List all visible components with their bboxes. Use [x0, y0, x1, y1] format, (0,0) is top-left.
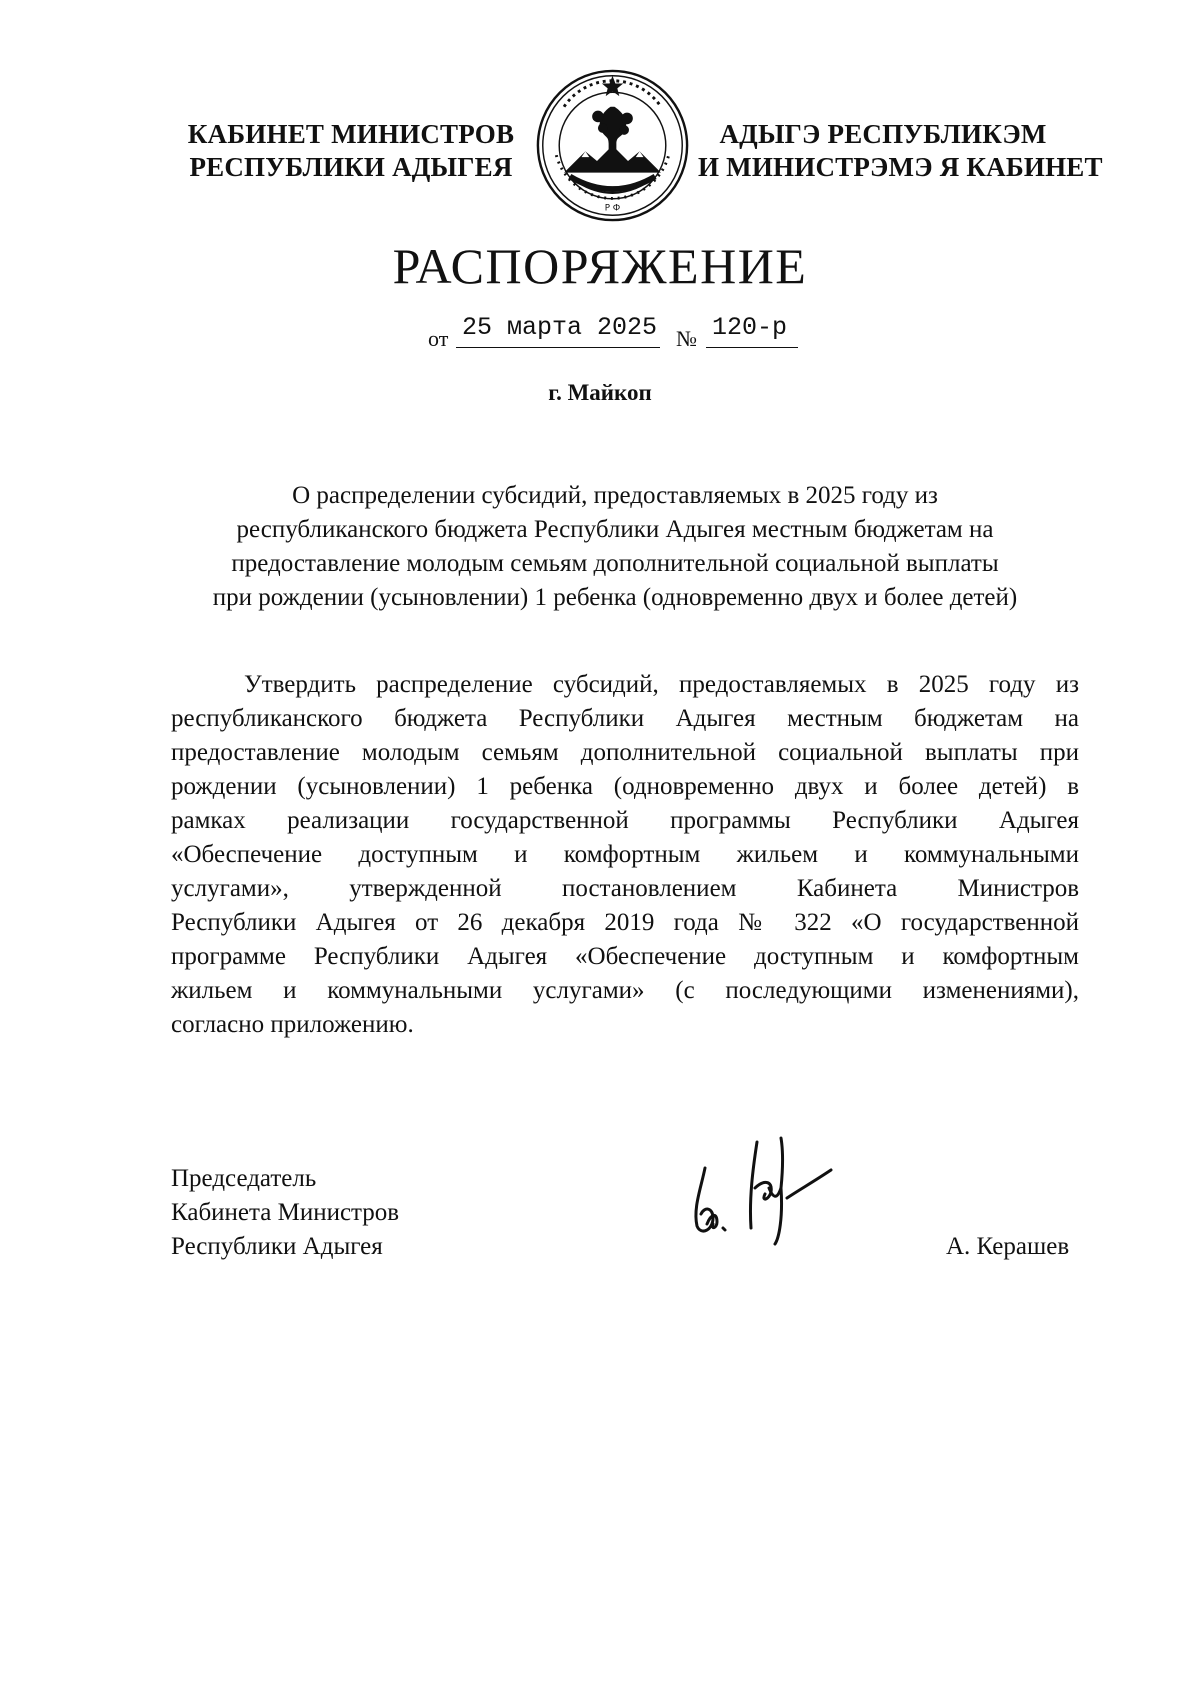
document-date: 25 марта 2025 — [456, 312, 660, 348]
body-line: Республики Адыгея от 26 декабря 2019 года № 322 «О государственной — [171, 909, 1079, 936]
body-line: республиканского бюджета Республики Адыгея местным бюджетам на — [171, 705, 1079, 732]
signatory-name: А. Керашев — [946, 1233, 1070, 1260]
issuer-adyghe-line-1: АДЫГЭ РЕСПУБЛИКЭМ — [719, 119, 1047, 149]
issuer-adyghe-line-2: И МИНИСТРЭМЭ Я КАБИНЕТ — [698, 152, 1103, 182]
handwritten-signature — [683, 1128, 843, 1246]
document-body — [171, 668, 1079, 1042]
issuer-name-russian — [186, 118, 516, 184]
position-line-1: Председатель — [171, 1165, 317, 1192]
issuer-line-2: РЕСПУБЛИКИ АДЫГЕЯ — [189, 152, 513, 182]
position-line-3: Республики Адыгея — [171, 1233, 383, 1260]
date-number-line — [428, 312, 848, 352]
subject-line: О распределении субсидий, предоставляемых в 2025 году из — [292, 482, 938, 509]
subject-line: предоставление молодым семьям дополнительной социальной выплаты — [231, 550, 999, 577]
city: г. Майкоп — [548, 380, 652, 405]
issuer-line-1: КАБИНЕТ МИНИСТРОВ — [187, 119, 515, 149]
date-label: от — [428, 326, 449, 351]
document-title: РАСПОРЯЖЕНИЕ — [392, 238, 808, 294]
body-line: Утвердить распределение субсидий, предоставляемых в 2025 году из — [244, 671, 1079, 698]
body-line: жильем и коммунальными услугами» (с последующими изменениями), — [171, 977, 1079, 1004]
body-line: программе Республики Адыгея «Обеспечение доступным и комфортным — [171, 943, 1079, 970]
body-line: рамках реализации государственной программы Республики Адыгея — [171, 807, 1079, 834]
svg-text:Р Ф: Р Ф — [604, 203, 621, 214]
subject-line: при рождении (усыновлении) 1 ребенка (одновременно двух и более детей) — [212, 584, 1018, 611]
document-number: 120-р — [706, 312, 798, 348]
body-line: услугами», утвержденной постановлением Кабинета Министров — [171, 875, 1079, 902]
signatory-position — [171, 1162, 399, 1264]
issuer-name-adyghe — [698, 118, 1103, 184]
body-line: предоставление молодым семьям дополнительной социальной выплаты при — [171, 739, 1079, 766]
number-label: № — [676, 326, 697, 351]
body-line: «Обеспечение доступным и комфортным жильем и коммунальными — [171, 841, 1079, 868]
position-line-2: Кабинета Министров — [171, 1199, 400, 1226]
document-subject — [160, 479, 1070, 615]
body-line: согласно приложению. — [171, 1011, 414, 1038]
subject-line: республиканского бюджета Республики Адыгея местным бюджетам на — [236, 516, 994, 543]
coat-of-arms-emblem — [535, 68, 690, 223]
body-line: рождении (усыновлении) 1 ребенка (одновременно двух и более детей) в — [171, 773, 1079, 800]
